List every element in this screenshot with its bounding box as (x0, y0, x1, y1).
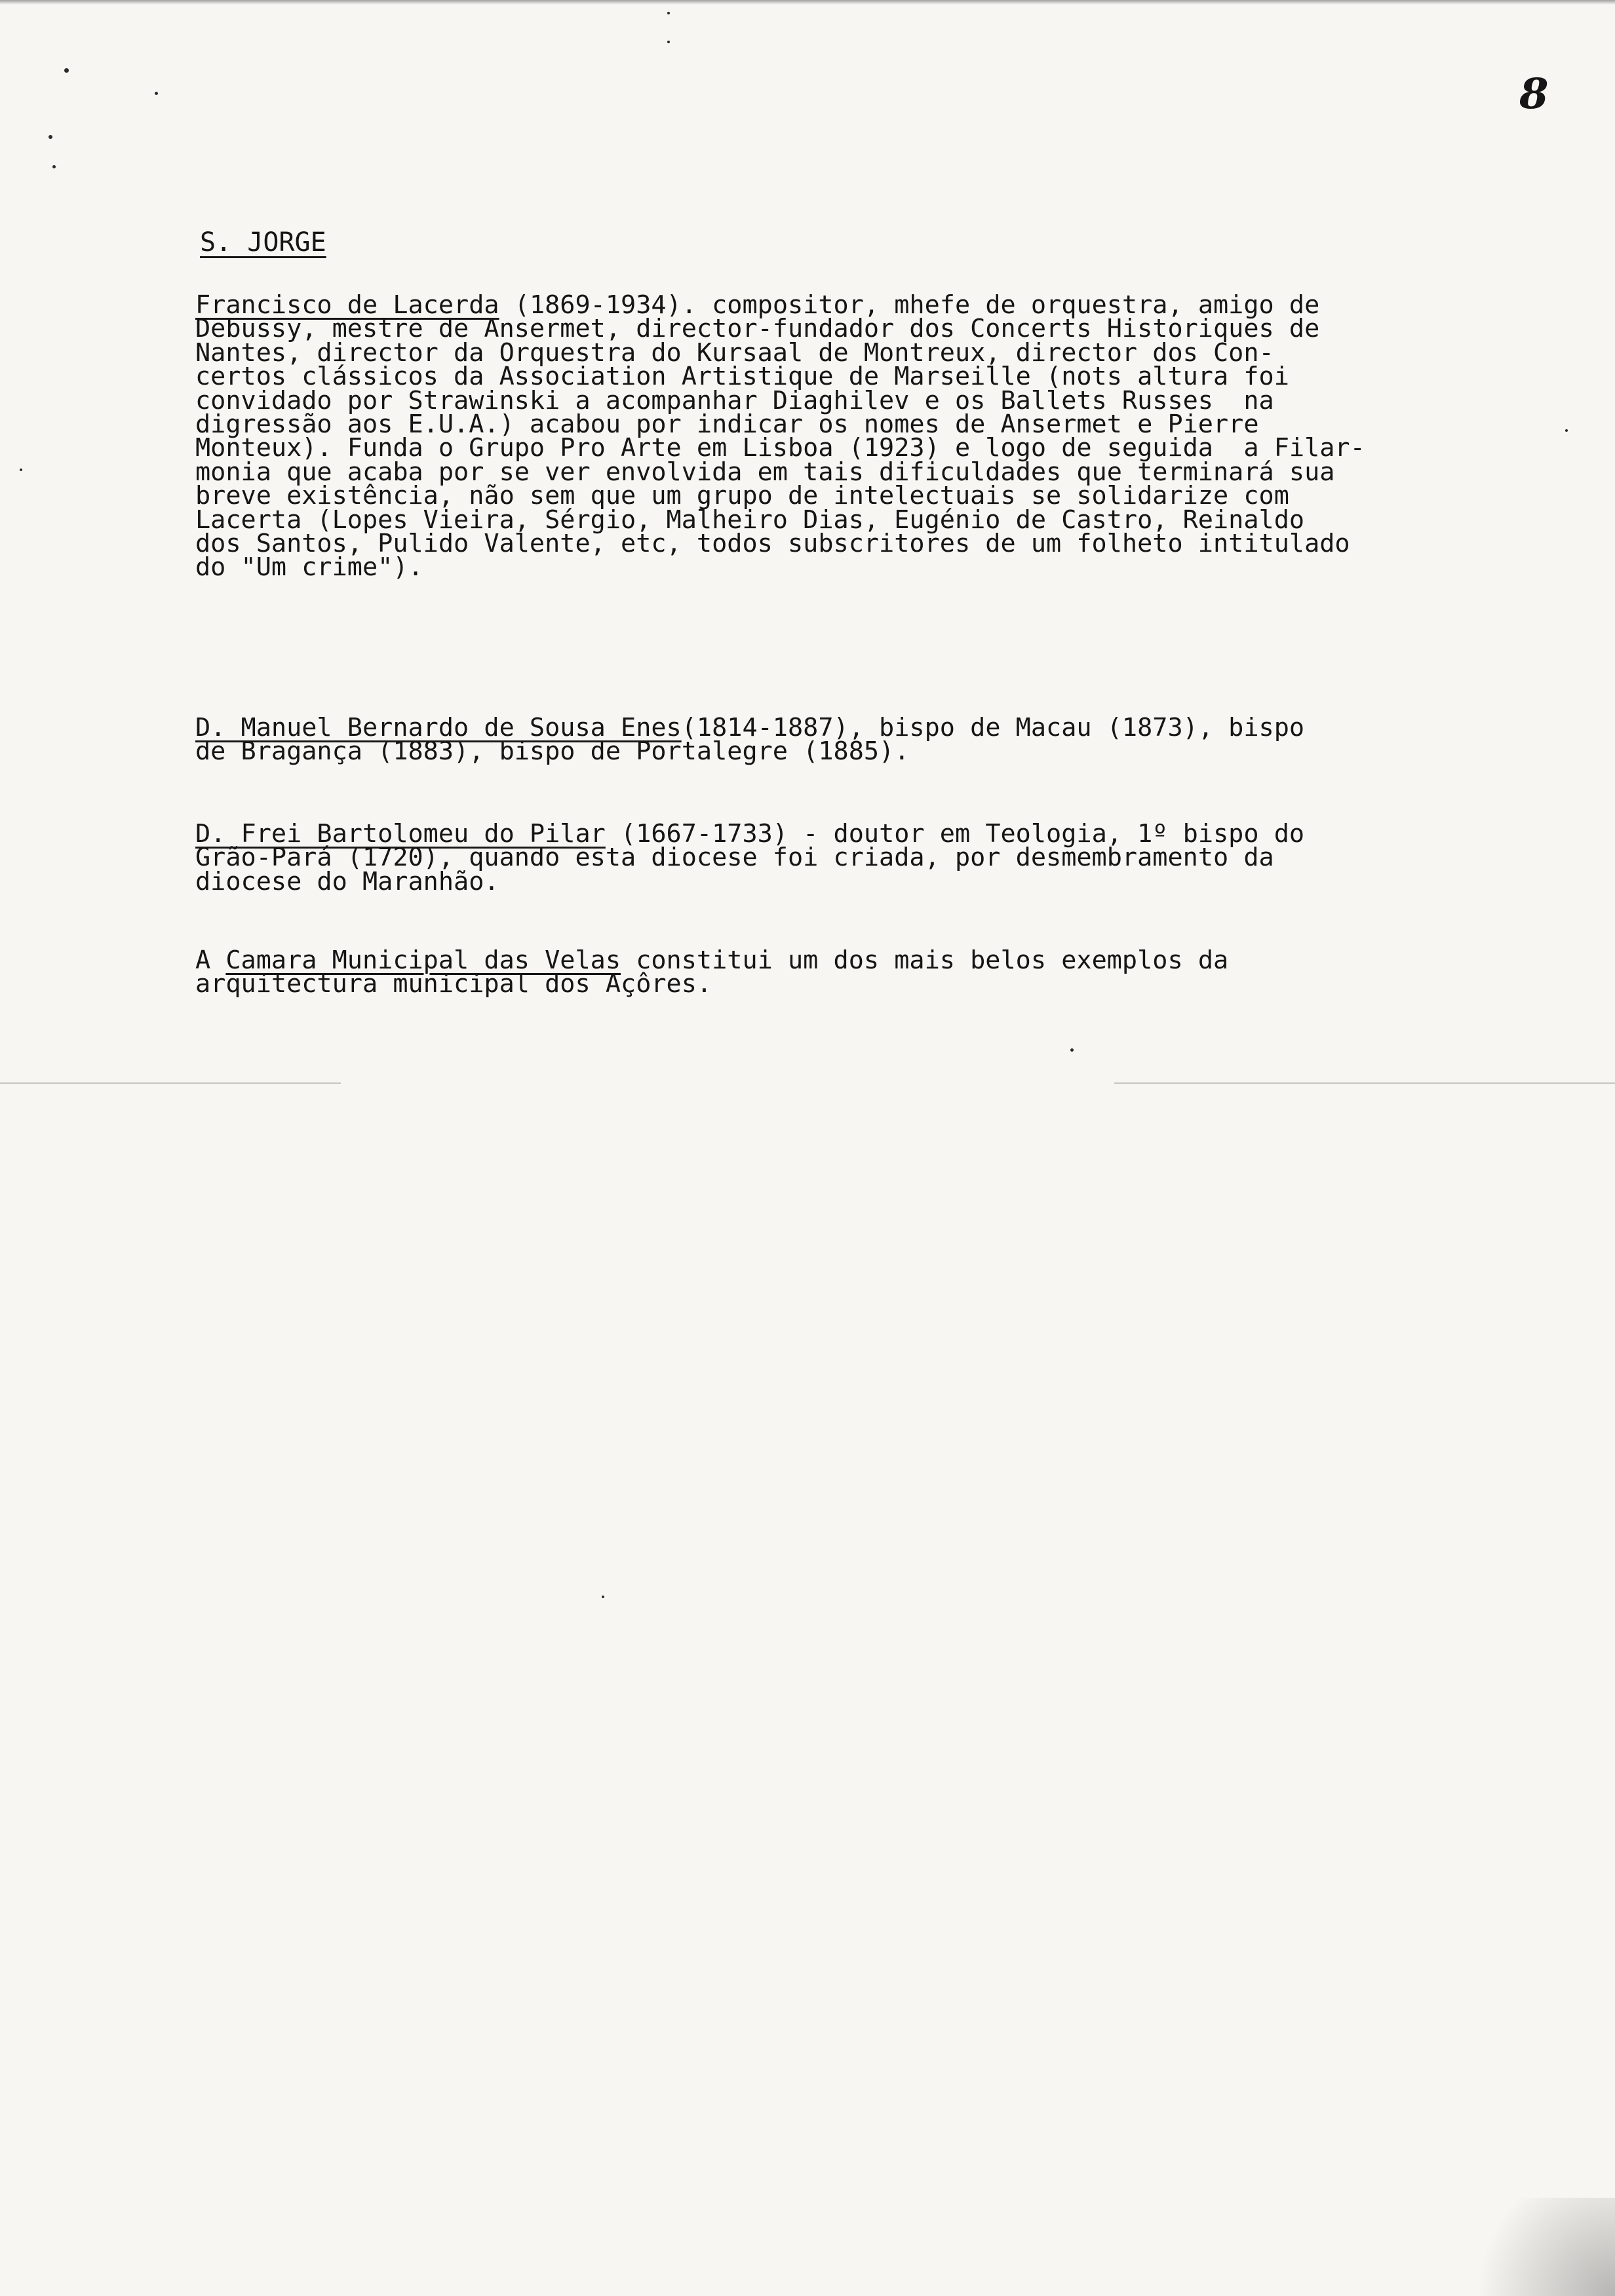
text-line: breve existência, não sem que um grupo de intelectuais se solidarize com (195, 481, 1289, 511)
section-title: S. JORGE (200, 227, 326, 258)
paragraph-francisco-de-lacerda (195, 290, 1559, 583)
text-line: D. Frei Bartolomeu do Pilar (1667-1733) - doutor em Teologia, 1º bispo do (195, 819, 1305, 849)
text-line: Francisco de Lacerda (1869-1934). compositor, mhefe de orquestra, amigo de (195, 290, 1320, 320)
person-name: D. Frei Bartolomeu do Pilar (195, 819, 606, 849)
text-line: Lacerta (Lopes Vieira, Sérgio, Malheiro Dias, Eugénio de Castro, Reinaldo (195, 505, 1305, 535)
scan-fold-line (0, 1082, 341, 1084)
page-number: 8 (1519, 69, 1549, 119)
scan-speck (49, 135, 52, 139)
paragraph-manuel-bernardo-de-sousa-enes (195, 713, 1559, 767)
scan-speck (1565, 429, 1568, 432)
text-line: D. Manuel Bernardo de Sousa Enes(1814-1887), bispo de Macau (1873), bispo (195, 713, 1305, 742)
scan-speck (1070, 1048, 1074, 1052)
text-line: Grão-Pará (1720), quando esta diocese foi criada, por desmembramento da (195, 843, 1274, 873)
text-line: de Bragança (1883), bispo de Portalegre (1885). (195, 737, 910, 767)
text-line: certos clássicos da Association Artistique de Marseille (nots altura foi (195, 362, 1289, 392)
scan-speck (52, 165, 56, 168)
scan-corner-noise (1445, 2198, 1615, 2296)
paragraph-frei-bartolomeu-do-pilar (195, 819, 1559, 896)
text-line: arquitectura municipal dos Açôres. (195, 969, 712, 999)
text-line: do "Um crime"). (195, 552, 423, 583)
scan-speck (602, 1596, 604, 1598)
scan-fold-line (1114, 1082, 1615, 1084)
text-line: diocese do Maranhão. (195, 866, 499, 896)
scan-speck (64, 68, 69, 73)
text-line: digressão aos E.U.A.) acabou por indicar os nomes de Ansermet e Pierre (195, 409, 1259, 439)
scan-speck (667, 12, 670, 14)
text-line: Monteux). Funda o Grupo Pro Arte em Lisboa (1923) e logo de seguida a Filar- (195, 433, 1365, 463)
text-line: A Camara Municipal das Velas constitui um dos mais belos exemplos da (195, 946, 1229, 975)
scan-edge-shadow (0, 0, 1615, 5)
text-line: convidado por Strawinski a acompanhar Diaghilev e os Ballets Russes na (195, 385, 1274, 415)
scan-speck (155, 92, 158, 95)
scan-speck (20, 469, 22, 471)
paragraph-camara-municipal-das-velas (195, 946, 1559, 999)
text-line: Nantes, director da Orquestra do Kursaal de Montreux, director dos Con- (195, 337, 1274, 368)
text-line: monia que acaba por se ver envolvida em tais dificuldades que terminará sua (195, 457, 1335, 487)
scan-speck (667, 41, 670, 43)
place-name: Camara Municipal das Velas (225, 946, 621, 975)
person-name: D. Manuel Bernardo de Sousa Enes (195, 713, 682, 742)
text-line: Debussy, mestre de Ansermet, director-fundador dos Concerts Historiques de (195, 314, 1320, 344)
text-line: dos Santos, Pulido Valente, etc, todos subscritores de um folheto intitulado (195, 528, 1350, 558)
person-name: Francisco de Lacerda (195, 290, 499, 320)
